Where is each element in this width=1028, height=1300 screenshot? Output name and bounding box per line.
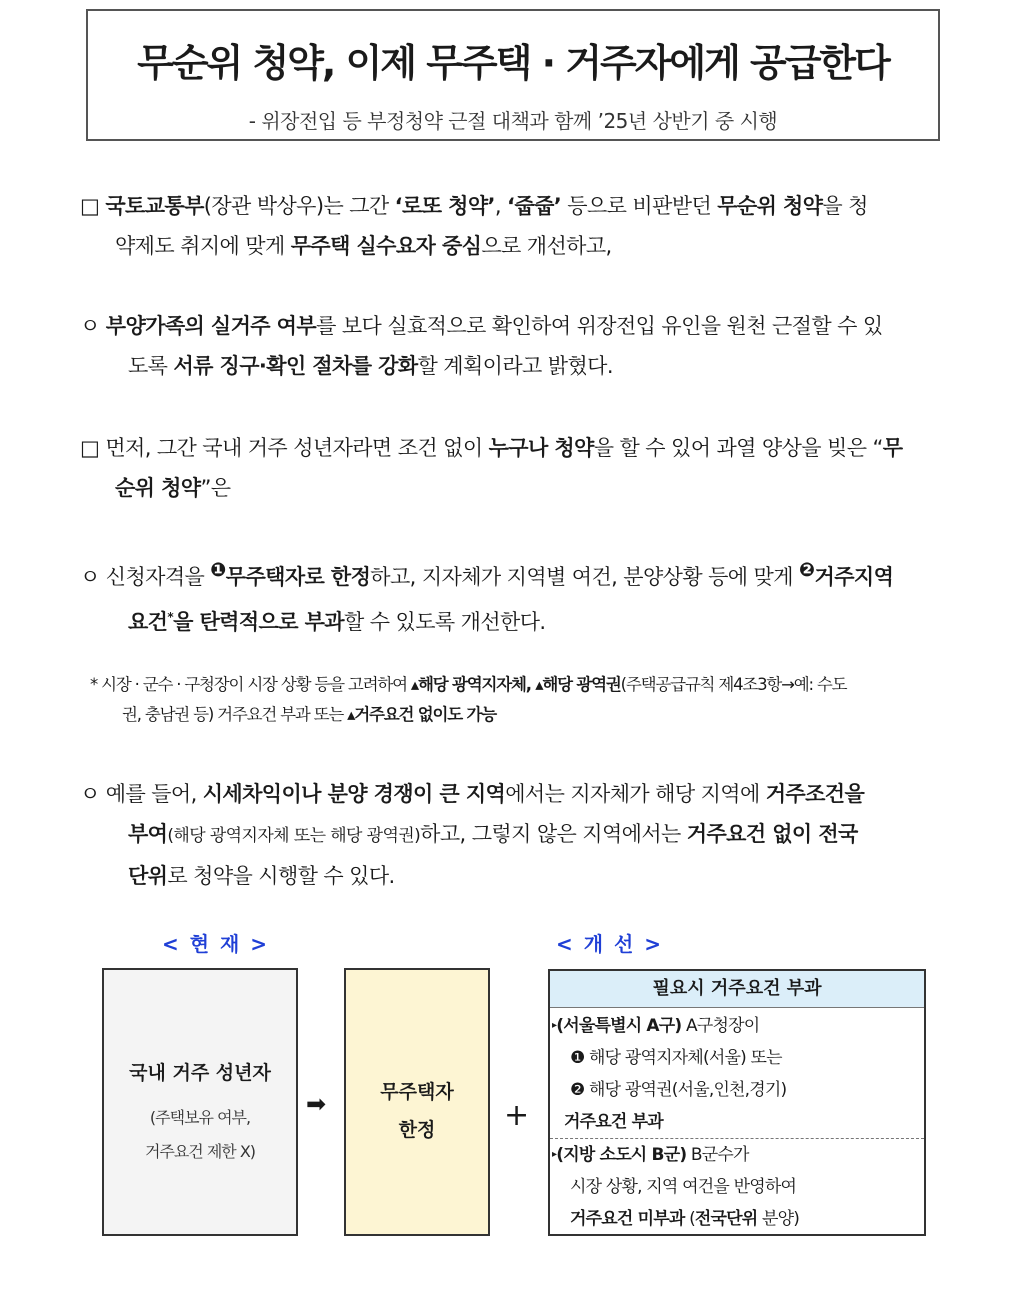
seoul-example: ▸(서울특별시 A구) A구청장이 ❶ 해당 광역지자체(서울) 또는 ❷ 해당 광역권(서울,인천,경기) 거주요건 부과 [552, 1016, 787, 1132]
triangle-bullet-icon: ▸ [552, 1020, 557, 1031]
page-subtitle: - 위장전입 등 부정청약 근절 대책과 함께 ’25년 상반기 중 시행 [248, 109, 778, 133]
current-box-title: 국내 거주 성년자 [129, 1062, 271, 1084]
improved-box-header: 필요시 거주요건 부과 [550, 971, 924, 1008]
arrow-right-icon: ➡ [306, 1090, 327, 1118]
current-box-sub1: (주택보유 여부, [149, 1108, 251, 1127]
homeless-box [344, 968, 490, 1236]
triangle-bullet-icon: ▸ [552, 1149, 557, 1160]
current-box [102, 968, 298, 1236]
title-box [86, 9, 940, 141]
paragraph-1: □ 국토교통부(장관 박상우)는 그간 ‘로또 청약’, ‘줍줍’ 등으로 비판받던 무순위 청약을 청 약제도 취지에 맞게 무주택 실수요자 중심으로 개선하고, [80, 194, 868, 258]
paragraph-3: □ 먼저, 그간 국내 거주 성년자라면 조건 없이 누구나 청약을 할 수 있어 과열 양상을 빚은 “무 순위 청약”은 [80, 436, 903, 500]
paragraph-4: ㅇ 신청자격을 ❶무주택자로 한정하고, 지자체가 지역별 여건, 분양상황 등에 맞게 ❷거주지역 요건*을 탄력적으로 부과할 수 있도록 개선한다. [80, 559, 894, 634]
improved-box [548, 969, 926, 1236]
current-box-sub2: 거주요건 제한 X) [144, 1142, 256, 1161]
paragraph-5: ㅇ 예를 들어, 시세차익이나 분양 경쟁이 큰 지역에서는 지자체가 해당 지역에 거주조건을 부여(해당 광역지자체 또는 해당 광역권)하고, 그렇지 않은 지역에서는 거주요건 없이 전국 단위로 청약을 시행할 수 있다. [80, 782, 865, 888]
footnote: * 시장 · 군수 · 구청장이 시장 상황 등을 고려하여 ▴해당 광역지자체, ▴해당 광역권(주택공급규칙 제4조3항→예: 수도 권, 충남권 등) 거주요건 부과 또는 ▴거주요건 없이도 가능 [90, 675, 847, 724]
label-current: < 현 재 > [162, 932, 270, 956]
label-improved: < 개 선 > [556, 932, 664, 956]
page-title: 무순위 청약, 이제 무주택 · 거주자에게 공급한다 [137, 41, 889, 85]
plus-icon: + [504, 1098, 530, 1133]
paragraph-2: ㅇ 부양가족의 실거주 여부를 보다 실효적으로 확인하여 위장전입 유인을 원천 근절할 수 있 도록 서류 징구·확인 절차를 강화할 계획이라고 밝혔다. [80, 314, 883, 378]
homeless-line1: 무주택자 [380, 1081, 454, 1103]
rural-example: ▸(지방 소도시 B군) B군수가 시장 상황, 지역 여건을 반영하여 거주요건 미부과 (전국단위 분양) [550, 1138, 924, 1235]
homeless-line2: 한정 [398, 1119, 436, 1141]
